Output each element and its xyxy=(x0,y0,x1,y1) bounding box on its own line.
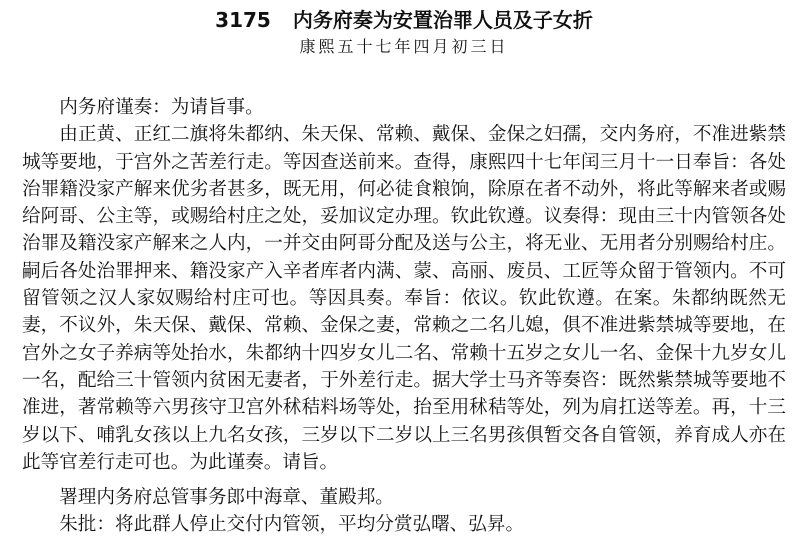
document-date: 康熙五十七年四月初三日 xyxy=(299,37,509,56)
document-heading xyxy=(0,6,808,34)
main-paragraph: 由正黄、正红二旗将朱都纳、朱天保、常赖、戴保、金保之妇孺，交内务府，不准进紫禁城等要地，于宫外之苦差行走。等因查送前来。查得，康熙四十七年闰三月十一日奉旨：各处治罪籍没家产解来优劣者甚多，既无用，何必徒食粮饷，除原在者不动外，将此等解来者或赐给阿哥、公主等，或赐给村庄之处，妥加议定办理。钦此钦遵。议奏得：现由三十内管领各处治罪及籍没家产解来之人内，一并交由阿哥分配及送与公主，将无业、无用者分别赐给村庄。嗣后各处治罪押来、籍没家产入辛者库者内满、蒙、高丽、废员、工匠等众留于管领内。不可留管领之汉人家奴赐给村庄可也。等因具奏。奉旨：依议。钦此钦遵。在案。朱都纳既然无妻，不议外，朱天保、戴保、常赖、金保之妻，常赖之二名儿媳，俱不准进紫禁城等要地，在宫外之女子养病等处抬水，朱都纳十四岁女儿二名、常赖十五岁之女儿一名、金保十九岁女儿一名，配给三十管领内贫困无妻者，于外差行走。据大学士马齐等奏咨：既然紫禁城等要地不准进，著常赖等六男孩守卫宫外秫秸料场等处，抬至用秫秸等处，列为肩扛送等差。再，十三岁以下、哺乳女孩以上九名女孩，三岁以下二岁以上三名男孩俱暂交各自管领，养育成人亦在此等官差行走可也。为此谨奏。请旨。 xyxy=(22,124,786,473)
rescript-paragraph: 朱批：将此群人停止交付内管领，平均分赏弘曙、弘昇。 xyxy=(59,514,525,536)
document-title: 内务府奏为安置治罪人员及子女折 xyxy=(292,8,593,32)
document-body xyxy=(22,94,786,539)
signature-paragraph: 署理内务府总管事务郎中海章、董殿邦。 xyxy=(59,487,394,509)
opening-paragraph: 内务府谨奏：为请旨事。 xyxy=(59,97,264,118)
document-number: 3175 xyxy=(215,8,271,32)
